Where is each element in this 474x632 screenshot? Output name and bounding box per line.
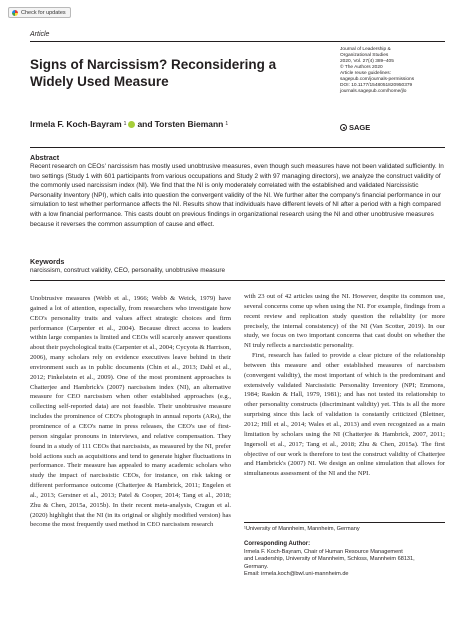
journal-meta-line: © The Authors 2020 [340, 65, 383, 70]
body-paragraph: Unobtrusive measures (Webb et al., 1966; Webb & Weick, 1979) have gained a lot of attention, especially, from researchers who investigate how CEO's personality traits and values affect strategic choices and firm performance (Carpenter et al., 2004). Because direct access to leaders within large companies is limited and CEOs will scarcely answer questions about their psychological traits (Carpenter et al., 2004; Cycyota & Harrison, 2006), many scholars rely on evidence executives leave behind in their environment such as in public documents (Chin et al., 2013; Dahl et al., 2012; Finkelstein et al., 2009). One of the most prominent approaches is Chatterjee and Hambrick's (2007) narcissism index (NI), an alternative measure for CEO narcissism when other established approaches (e.g., collecting self-reported data) are not feasible. Their unobtrusive measure includes the prominence of CEO's photograph in annual reports (ARs), the prominence of a CEO's name in press releases, the CEO's use of first-person singular pronouns in interviews, and relative compensation. They found in a study of 111 CEOs that narcissists, as measured by the NI, prefer bold actions such as acquisitions and tend to generate higher fluctuations in performance. Their measure has appealed to many academic scholars who study the impact of narcissistic CEOs, for instance, on risk taking or different performance outcome (Chatterjee & Hambrick, 2011; Engelen et al., 2013; Gerstner et al., 2013; Patel & Cooper, 2014; Tang et al., 2018; Zhu & Chen, 2015a, 2015b). In their recent meta-analysis, Cragun et al. (2020) highlight that the NI (in its original or slightly modified version) has become the most frequently used method in CEO narcissism research [30, 295, 231, 529]
body-paragraph: First, research has failed to provide a clear picture of the relationship between this measure and other established measures of narcissism (convergent validity), the most important of which is the predominant and extensively validated Narcissistic Personality Inventory (NPI; Emmons, 1984; Raskin & Hall, 1979, 1981); and has not tested its relationship to other personality constructs (discriminant validity) yet. This is all the more surprising since this lack of validation is constantly criticized (Blettner, 2012; Hill et al., 2014; Wales et al., 2013) and even recognized as a main limitation by scholars using the NI (Chatterjee & Hambrick, 2007, 2011; Ingersoll et al., 2017; Tang et al., 2018; Zhu & Chen, 2015a). The first objective of our work is therefore to test the construct validity of Chatterjee and Hambrick's (2007) NI. We design an online simulation that allows for simultaneous assessment of the NI and the NPI. [244, 352, 445, 478]
corresponding-author-line: and Leadership, University of Mannheim, Schloss, Mannheim 68131, [244, 556, 415, 563]
corresponding-author-email[interactable]: Email: irmela.koch@bwl.uni-mannheim.de [244, 571, 349, 578]
article-type-label: Article [30, 31, 50, 38]
author-name: Irmela F. Koch-Bayram [30, 119, 122, 129]
orcid-icon[interactable] [128, 121, 135, 128]
abstract-top-rule [30, 147, 445, 148]
sage-logo-icon [340, 124, 347, 131]
keywords-heading: Keywords [30, 257, 65, 266]
keywords-text: narcissism, construct validity, CEO, personality, unobtrusive measure [30, 267, 226, 274]
corresponding-author-heading: Corresponding Author: [244, 541, 311, 547]
journal-meta-line[interactable]: journals.sagepub.com/home/jlo [340, 89, 407, 94]
author-name: Torsten Biemann [154, 119, 224, 129]
journal-meta-line[interactable]: DOI: 10.1177/1548051820950379 [340, 83, 413, 88]
journal-meta-line: Journal of Leadership & [340, 47, 391, 52]
author-affiliation-mark: 1 [225, 121, 229, 127]
header-rule [30, 41, 445, 42]
keywords-rule [30, 280, 445, 281]
footnote-rule [244, 522, 445, 523]
paper-title: Signs of Narcissism? Reconsidering a Widely Used Measure [30, 57, 277, 89]
corresponding-author-line: Irmela F. Koch-Bayram, Chair of Human Resource Management [244, 549, 403, 555]
journal-meta-line: 2020, Vol. 27(4) 389–405 [340, 59, 394, 64]
journal-meta-line: Organizational Studies [340, 53, 389, 58]
corresponding-author-details [244, 549, 445, 579]
body-column-left [30, 294, 231, 530]
footnote-affiliation: ¹University of Mannheim, Mannheim, Germany [244, 526, 360, 532]
body-column-right [244, 292, 445, 479]
author-affiliation-mark: 1 [123, 121, 127, 127]
corresponding-author-line: Germany. [244, 563, 269, 570]
body-paragraph: with 23 out of 42 articles using the NI. However, despite its common use, several concerns come up when using the NI. For example, findings from a recent review and replication study question the reliability (or more precisely, the internal consistency) of the NI (Van Scotter, 2019). In our study, we focus on two important concerns that cast doubt on whether the NI truly reflects a narcissistic personality. [244, 293, 445, 350]
journal-meta-line: Article reuse guidelines: [340, 71, 391, 76]
journal-meta [340, 47, 445, 95]
journal-meta-line[interactable]: sagepub.com/journals-permissions [340, 77, 415, 82]
author-line [30, 119, 228, 129]
abstract-text: Recent research on CEOs' narcissism has mostly used unobtrusive measures, even though such measures have not been validated sufficiently. In two settings (Study 1 with 601 participants from various occupations and Study 2 with 97 managing directors), we analyze the construct validity of the commonly used narcissism index (NI). We find that the NI is only moderately correlated with the established and validated Narcissistic Personality Inventory (NPI), which calls into question the convergent validity of the NI. We further alter the company's financial performance in our simulation to test whether performance affects the NI. Results show that individuals have different levels of NI after a period with a high compared with a low financial performance. This casts doubt on previous findings in organizational research using the NI and other unobtrusive measures because it reverses the common assumption of cause and effect. [30, 163, 444, 228]
check-for-updates-label: Check for updates [21, 9, 66, 16]
publisher-name: SAGE [349, 123, 371, 132]
abstract-heading: Abstract [30, 153, 60, 162]
author-joiner: and [137, 119, 153, 129]
check-for-updates-icon [12, 10, 18, 16]
publisher-logo [340, 123, 370, 132]
check-for-updates-badge[interactable] [8, 7, 71, 18]
